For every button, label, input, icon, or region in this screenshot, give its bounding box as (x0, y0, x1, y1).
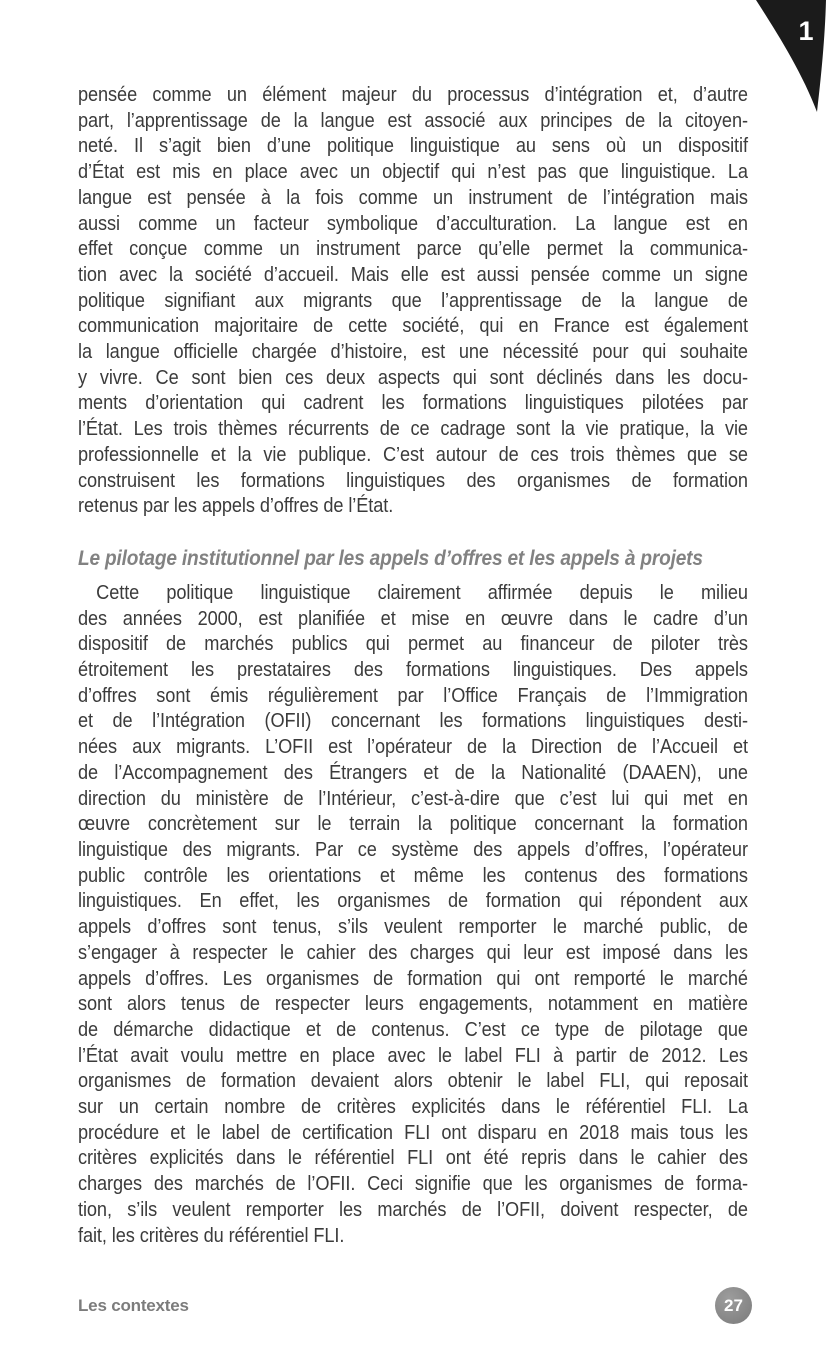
text-line: d’État est mis en place avec un objectif qui n’est pas que linguistique. La (78, 161, 748, 184)
text-line: critères explicités dans le référentiel FLI ont été repris dans le cahier des (78, 1147, 748, 1170)
text-line: étroitement les prestataires des formations linguistiques. Des appels (78, 659, 748, 682)
text-line: dispositif de marchés publics qui permet au financeur de piloter très (78, 633, 748, 656)
text-line: aussi comme un facteur symbolique d’acculturation. La langue est en (78, 212, 748, 235)
text-line: ments d’orientation qui cadrent les formations linguistiques pilotées par (78, 392, 748, 415)
text-line: appels d’offres sont tenus, s’ils veulent remporter le marché public, de (78, 916, 748, 939)
chapter-number: 1 (798, 16, 814, 46)
text-line: sur un certain nombre de critères explicités dans le référentiel FLI. La (78, 1096, 748, 1119)
text-line: politique signifiant aux migrants que l’apprentissage de la langue de (78, 289, 748, 312)
text-line: public contrôle les orientations et même les contenus des formations (78, 864, 748, 887)
text-line: neté. Il s’agit bien d’une politique linguistique au sens où un dispositif (78, 135, 748, 158)
text-line: d’offres sont émis régulièrement par l’Office Français de l’Immigration (78, 684, 748, 707)
text-line: charges des marchés de l’OFII. Ceci signifie que les organismes de forma- (78, 1173, 748, 1196)
text-line: tion, s’ils veulent remporter les marchés de l’OFII, doivent respecter, de (78, 1198, 748, 1221)
text-line: appels d’offres. Les organismes de formation qui ont remporté le marché (78, 967, 748, 990)
text-line: fait, les critères du référentiel FLI. (78, 1224, 345, 1247)
text-line: Cette politique linguistique clairement affirmée depuis le milieu (96, 581, 748, 604)
text-line: professionnelle et la vie publique. C’est autour de ces trois thèmes que se (78, 443, 748, 466)
text-line: direction du ministère de l’Intérieur, c’est-à-dire que c’est lui qui met en (78, 787, 748, 810)
text-column (78, 83, 748, 1249)
footer-section-label: Les contextes (78, 1296, 189, 1315)
paragraph (78, 581, 748, 1249)
text-line: y vivre. Ce sont bien ces deux aspects qui sont déclinés dans les docu- (78, 366, 748, 389)
text-line: sont alors tenus de respecter leurs engagements, notamment en matière (78, 993, 748, 1016)
paragraph (78, 83, 748, 520)
text-line: part, l’apprentissage de la langue est associé aux principes de la citoyen- (78, 109, 748, 132)
text-line: effet conçue comme un instrument parce qu’elle permet la communica- (78, 238, 748, 261)
text-line: l’État avait voulu mettre en place avec le label FLI à partir de 2012. Les (78, 1044, 748, 1067)
text-line: pensée comme un élément majeur du processus d’intégration et, d’autre (78, 84, 748, 106)
text-line: construisent les formations linguistiques des organismes de formation (78, 469, 748, 492)
text-line: procédure et le label de certification FLI ont disparu en 2018 mais tous les (78, 1121, 748, 1144)
page-number-badge (715, 1287, 752, 1324)
text-line: et de l’Intégration (OFII) concernant les formations linguistiques desti- (78, 710, 748, 733)
text-line: s’engager à respecter le cahier des charges qui leur est imposé dans les (78, 941, 748, 964)
text-line: organismes de formation devaient alors obtenir le label FLI, qui reposait (78, 1070, 748, 1093)
page-number: 27 (724, 1295, 743, 1315)
text-line: tion avec la société d’accueil. Mais elle est aussi pensée comme un signe (78, 263, 748, 286)
text-line: des années 2000, est planifiée et mise en œuvre dans le cadre d’un (78, 607, 748, 630)
text-line: communication majoritaire de cette société, qui en France est également (78, 315, 748, 338)
text-line: de démarche didactique et de contenus. C’est ce type de pilotage que (78, 1018, 748, 1041)
section-heading: Le pilotage institutionnel par les appels d’offres et les appels à projets (78, 546, 703, 570)
text-line: l’État. Les trois thèmes récurrents de ce cadrage sont la vie pratique, la vie (78, 418, 748, 441)
text-line: œuvre concrètement sur le terrain la politique concernant la formation (78, 813, 748, 836)
text-line: retenus par les appels d’offres de l’État. (78, 495, 394, 518)
text-line: langue est pensée à la fois comme un instrument de l’intégration mais (78, 186, 748, 209)
corner-tab-shape (756, 0, 826, 112)
text-line: linguistiques. En effet, les organismes de formation qui répondent aux (78, 890, 748, 913)
text-line: linguistique des migrants. Par ce système des appels d’offres, l’opérateur (78, 838, 748, 861)
text-line: de l’Accompagnement des Étrangers et de la Nationalité (DAAEN), une (78, 761, 748, 784)
text-line: nées aux migrants. L’OFII est l’opérateur de la Direction de l’Accueil et (78, 736, 748, 759)
text-line: la langue officielle chargée d’histoire, est une nécessité pour qui souhaite (78, 341, 748, 364)
